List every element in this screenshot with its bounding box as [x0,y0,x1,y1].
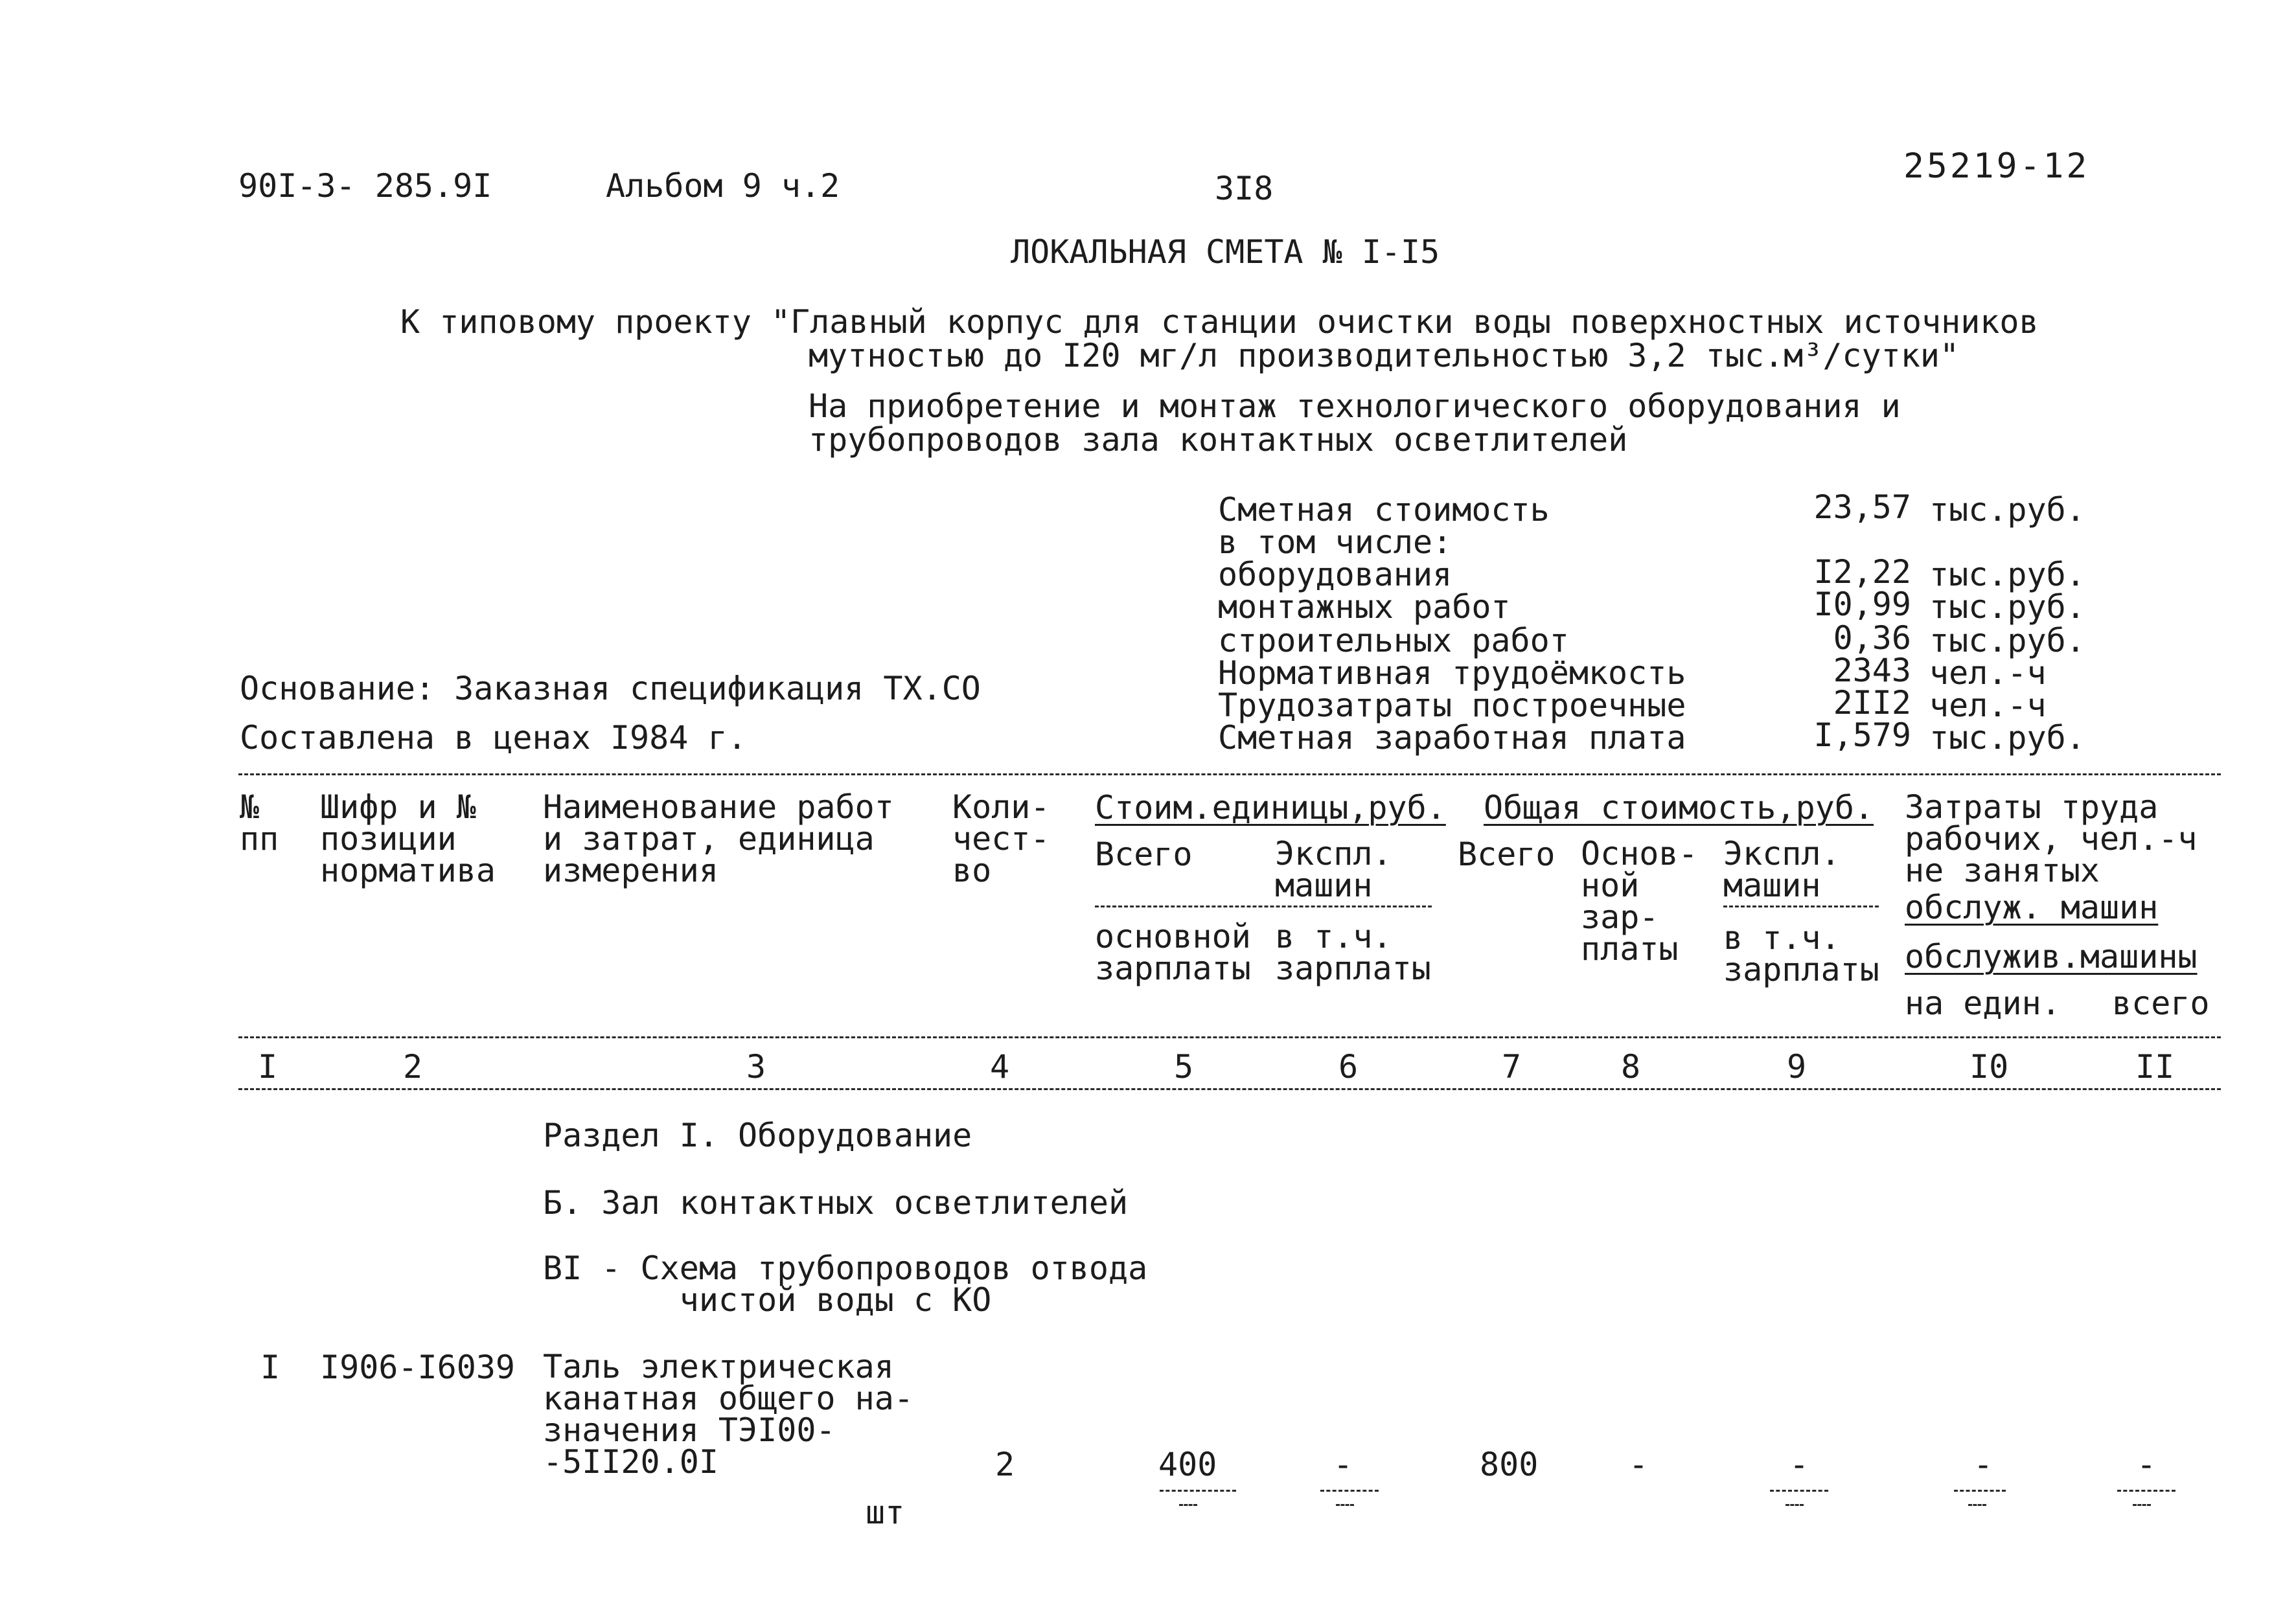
column-number: I0 [1969,1048,2009,1086]
total-machines-rule [1770,1490,1828,1492]
summary-unit: чел.-ч [1929,654,2047,692]
unit-machines-wage-mark [1336,1504,1354,1506]
unit-total-rule [1160,1490,1236,1492]
header-col9-bottom: в т.ч. зарплаты [1723,919,1879,988]
document-number: 25219-12 [1903,146,2090,186]
summary-unit: тыс.руб. [1929,588,2085,626]
album-label: Альбом 9 ч.2 [606,167,840,205]
header-col8: Основ- ной зар- платы [1581,835,1698,968]
basis-text: Основание: Заказная спецификация ТХ.СО [240,670,981,707]
summary-label: в том числе: [1218,523,1452,561]
header-col-name: Наименование работ и затрат, единица измерения [543,788,894,889]
summary-label: Трудозатраты построечные [1218,687,1686,724]
summary-label: Сметная стоимость [1218,491,1550,529]
summary-label: Нормативная трудоёмкость [1218,654,1686,692]
summary-label: строительных работ [1218,622,1569,659]
project-line-1: К типовому проекту "Главный корпус для станции очистки воды поверхностных источников [400,303,2039,341]
total-cost-divider [1723,906,1879,907]
summary-label: Сметная заработная плата [1218,719,1686,757]
row-total-machines: - [1789,1446,1809,1483]
row-code: I906-I6039 [320,1349,516,1386]
summary-unit: тыс.руб. [1929,622,2085,659]
summary-label: оборудования [1218,556,1452,593]
column-number: 7 [1502,1048,1522,1086]
column-number: 9 [1787,1048,1807,1086]
column-number: 4 [990,1048,1010,1086]
column-numbers-rule [238,1088,2221,1090]
prices-text: Составлена в ценах I984 г. [240,719,747,757]
column-number: 3 [746,1048,766,1086]
labor-unit-rule [1954,1490,2006,1492]
column-number: 6 [1338,1048,1359,1086]
summary-value: 2343 [1833,652,1911,689]
summary-value: I2,22 [1813,553,1911,591]
column-number: 8 [1621,1048,1641,1086]
subsection-heading: Б. Зал контактных осветлителей [543,1184,1129,1222]
column-number: 2 [403,1048,423,1086]
header-col6-bottom: в т.ч. зарплаты [1275,918,1431,987]
summary-unit: тыс.руб. [1929,556,2085,593]
summary-value: 23,57 [1813,488,1911,526]
summary-value: I0,99 [1813,586,1911,623]
header-col-number: № пп [240,788,279,858]
labor-unit-wage-mark [1968,1504,1986,1506]
header-col7: Всего [1458,836,1556,873]
summary-value: I,579 [1813,716,1911,754]
header-col-code: Шифр и № позиции норматива [320,788,496,889]
labor-total-rule [2117,1490,2175,1492]
labor-total-wage-mark [2133,1504,2151,1506]
header-col5-bottom: основной зарплаты [1095,918,1251,987]
row-quantity: 2 [995,1446,1015,1483]
total-machines-wage-mark [1785,1504,1804,1506]
header-labor-line2: обслуж. машин [1905,889,2159,926]
column-number: I [258,1048,278,1086]
header-col-qty: Коли- чест- во [952,788,1050,889]
header-labor-line3: обслужив.машины [1905,938,2198,975]
page-number: 3I8 [1215,170,1274,207]
table-top-rule [238,773,2221,775]
section-heading: Раздел I. Оборудование [543,1117,972,1154]
row-total-wages: - [1629,1446,1649,1483]
summary-value: 0,36 [1833,619,1911,657]
unit-cost-divider [1095,906,1432,907]
header-labor: Затраты труда рабочих, чел.-ч не занятых [1905,788,2198,889]
unit-total-wage-mark [1179,1504,1197,1506]
unit-machines-rule [1320,1490,1379,1492]
row-unit-total: 400 [1158,1446,1217,1483]
column-number: 5 [1174,1048,1194,1086]
document-title: ЛОКАЛЬНАЯ СМЕТА № I-I5 [1011,233,1440,271]
purpose-line-1: На приобретение и монтаж технологического оборудования и [809,387,1901,425]
row-name: Таль электрическая канатная общего на- значения ТЭI00- -5II20.0I [543,1348,913,1481]
summary-value: 2II2 [1833,684,1911,722]
summary-unit: чел.-ч [1929,687,2047,724]
row-number: I [260,1349,281,1386]
header-total: всего [2112,985,2210,1022]
document-code: 90I-3- 285.9I [238,167,492,205]
row-total: 800 [1480,1446,1539,1483]
header-col5-top: Всего [1095,836,1193,873]
row-labor-total: - [2137,1446,2157,1483]
summary-unit: тыс.руб. [1929,491,2085,529]
summary-unit: тыс.руб. [1929,719,2085,757]
header-col6-top: Экспл. машин [1275,835,1392,904]
summary-label: монтажных работ [1218,588,1511,626]
column-number: II [2135,1048,2175,1086]
header-total-cost: Общая стоимость,руб. [1484,789,1874,826]
project-line-2: мутностью до I20 мг/л производительностью 3,2 тыс.м³/сутки" [809,337,1960,374]
row-unit: шт [866,1494,905,1531]
header-per-unit: на един. [1905,985,2061,1022]
scheme-heading: ВI - Схема трубопроводов отвода чистой воды с КО [543,1249,1148,1319]
header-col9-top: Экспл. машин [1723,835,1841,904]
header-bottom-rule [238,1036,2221,1038]
header-unit-cost: Стоим.единицы,руб. [1095,789,1446,826]
row-unit-machines: - [1333,1446,1353,1483]
row-labor-unit: - [1973,1446,1993,1483]
purpose-line-2: трубопроводов зала контактных осветлителей [809,421,1628,459]
